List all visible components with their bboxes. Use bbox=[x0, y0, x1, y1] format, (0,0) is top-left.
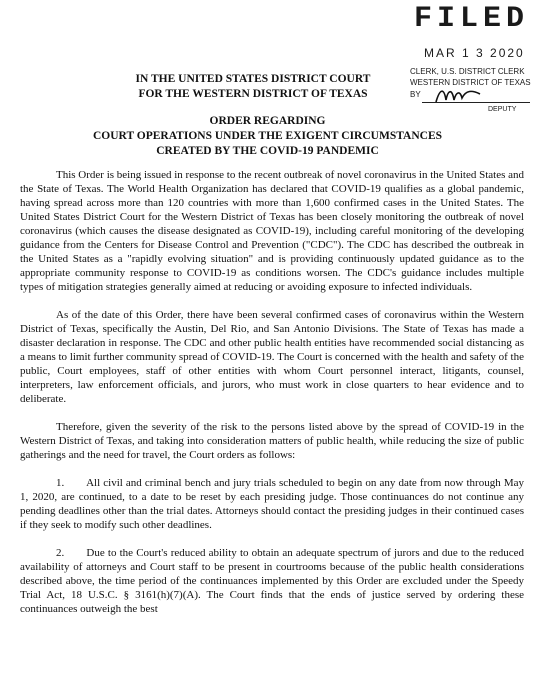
clerk-line-1: CLERK, U.S. DISTRICT CLERK bbox=[410, 67, 525, 76]
court-heading bbox=[108, 72, 398, 102]
clerk-line-2: WESTERN DISTRICT OF TEXAS bbox=[410, 78, 531, 87]
numbered-paragraph-2: 2. Due to the Court's reduced ability to obtain an adequate spectrum of jurors and due to the reduced availability of attorneys and Court staff to be present in courtrooms because of the public health considerations described above, the time period of the continuances implemented by this Order are excluded under the Speedy Trial Act, 18 U.S.C. § 3161(h)(7)(A). The Court finds that the ends of justice served by ordering these continuances outweigh the best bbox=[20, 547, 524, 615]
order-title bbox=[40, 114, 495, 159]
order-body bbox=[20, 168, 524, 630]
court-line-1: IN THE UNITED STATES DISTRICT COURT bbox=[135, 73, 371, 85]
filed-stamp-title: FILED bbox=[414, 2, 530, 36]
order-title-line-3: CREATED BY THE COVID-19 PANDEMIC bbox=[156, 145, 379, 157]
order-title-line-2: COURT OPERATIONS UNDER THE EXIGENT CIRCUMSTANCES bbox=[92, 130, 443, 142]
filed-date: MAR 1 3 2020 bbox=[424, 46, 525, 60]
order-title-line-1: ORDER REGARDING bbox=[209, 115, 326, 127]
deputy-label: DEPUTY bbox=[488, 106, 517, 113]
signature-line bbox=[422, 102, 530, 103]
by-label: BY bbox=[410, 90, 421, 99]
filed-stamp bbox=[400, 2, 532, 132]
paragraph-1: This Order is being issued in response to the recent outbreak of novel coronavirus in the United States and the State of Texas. The World Health Organization has declared that COVID-19 qualifies as a global pandemic, having spread across more than 120 countries with more than 1,600 confirmed cases in the United States. The United States District Court for the Western District of Texas has been closely monitoring the outbreak of novel coronavirus (which causes the disease designated as COVID-19), including careful monitoring of the developing guidance from the Centers for Disease Control and Prevention ("CDC"). The CDC has described the outbreak in the United States as a "rapidly evolving situation" and is providing continuously updated guidance as to the appropriate community response to COVID-19 as conditions worsen. The CDC's guidance includes multiple types of mitigation strategies generally aimed at reducing or avoiding exposure to infected individuals. bbox=[20, 169, 524, 293]
numbered-paragraph-1: 1. All civil and criminal bench and jury trials scheduled to begin on any date from now through May 1, 2020, are continued, to a date to be reset by each presiding judge. Those continuances do not continue any pending deadlines other than the trial dates. Attorneys should contact the presiding judges in their continued cases if they seek to modify such other deadlines. bbox=[20, 477, 524, 531]
paragraph-2: As of the date of this Order, there have been several confirmed cases of coronavirus within the Western District of Texas, specifically the Austin, Del Rio, and San Antonio Divisions. The State of Texas has made a disaster declaration in response. The CDC and other public health entities have recommended social distancing as a means to limit further community spread of COVID-19. The Court is concerned with the health and safety of the public, Court employees, staff of other entities with whom Court personnel interact, litigants, counsel, interpreters, law enforcement officials, and jurors, who must work in close quarters to hear evidence and to deliberate. bbox=[20, 309, 524, 405]
paragraph-3: Therefore, given the severity of the risk to the persons listed above by the spread of COVID-19 in the Western District of Texas, and taking into consideration matters of public health, while reducing the size of public gatherings and the need for travel, the Court orders as follows: bbox=[20, 421, 524, 461]
court-line-2: FOR THE WESTERN DISTRICT OF TEXAS bbox=[138, 88, 368, 100]
